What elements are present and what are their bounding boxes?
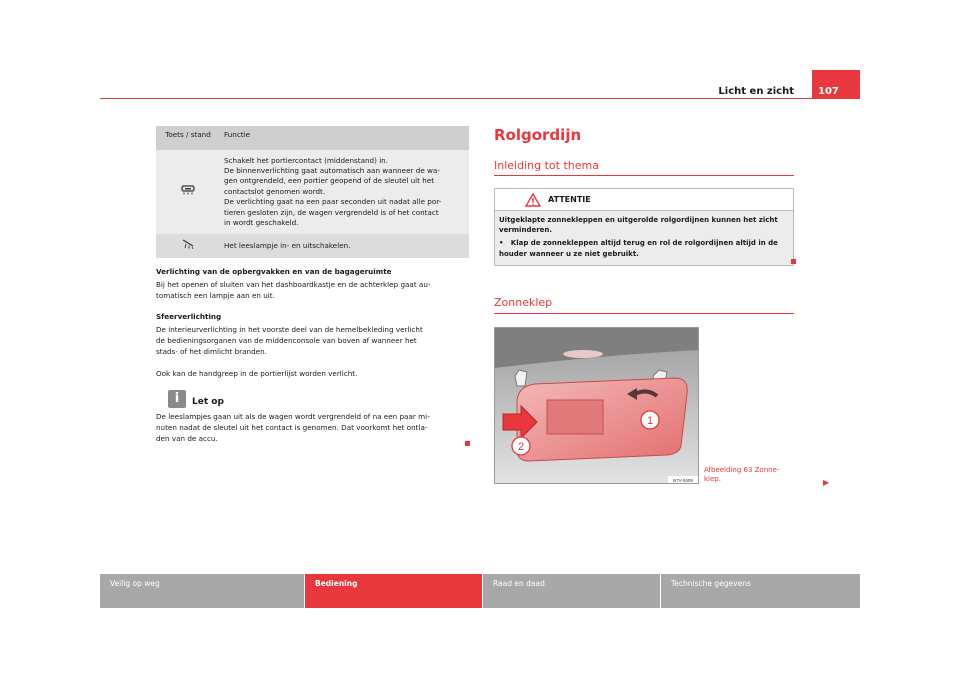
footer-tab-raad-en-daad[interactable]: [483, 574, 660, 608]
warning-label: ATTENTIE: [548, 195, 591, 204]
caption-line: klep.: [704, 475, 721, 483]
footer-tab-label: Technische gegevens: [671, 579, 751, 588]
table-header-switch: [156, 126, 220, 150]
callout-1: 1: [646, 415, 654, 427]
continue-arrow-icon: ▶: [823, 478, 830, 487]
footer-tab-bediening[interactable]: [305, 574, 482, 608]
section-end-marker: [791, 259, 796, 264]
table-cell-line: De binnenverlichting gaat automatisch aan wanneer de wa-: [224, 165, 440, 175]
intro-heading: Inleiding tot thema: [494, 159, 599, 172]
body-line: tomatisch een lampje aan en uit.: [156, 291, 275, 300]
table-cell-line: contactslot genomen wordt.: [224, 186, 326, 196]
warning-bullet-line: Klap de zonnekleppen altijd terug en rol de rolgordijnen altijd in de: [510, 239, 778, 248]
bullet-icon: •: [499, 239, 511, 248]
warning-bullet-line: houder wanneer u ze niet gebruikt.: [499, 249, 639, 258]
body-line: stads- of het dimlicht branden.: [156, 347, 267, 356]
section-title: Rolgordijn: [494, 126, 582, 144]
table-header-function: [220, 126, 469, 150]
figure-caption: [704, 466, 779, 484]
footer-tab-label: Bediening: [315, 579, 358, 588]
table-cell-line: De verlichting gaat na een paar seconden uit nadat alle por-: [224, 197, 442, 207]
note-line: nuten nadat de sleutel uit het contact is genomen. Dat voorkomt het ontla-: [156, 423, 428, 432]
body-line: De interieurverlichting in het voorste deel van de hemelbekleding verlicht: [156, 325, 423, 334]
header-rule: [100, 98, 860, 99]
footer-tab-veilig-op-weg[interactable]: [100, 574, 304, 608]
storage-lighting-heading: Verlichting van de opbergvakken en van de bagageruimte: [156, 267, 392, 276]
table-cell-line: tieren gesloten zijn, de wagen vergrendeld is of het contact: [224, 207, 439, 217]
warning-box: [494, 188, 794, 266]
note-title: Let op: [192, 397, 224, 407]
note-info-icon: i: [168, 390, 186, 408]
footer-tab-technische-gegevens[interactable]: [661, 574, 860, 608]
heading-rule: [494, 175, 794, 176]
table-row: [156, 234, 469, 258]
footer-tab-label: Veilig op weg: [110, 579, 160, 588]
chapter-title: Licht en zicht: [718, 86, 794, 97]
ambient-lighting-heading: Sfeerverlichting: [156, 312, 222, 321]
col2-header-label: Functie: [224, 130, 251, 139]
callout-2: 2: [517, 441, 525, 453]
reading-lamp-icon: [181, 239, 195, 249]
note-line: De leeslampjes gaan uit als de wagen wordt vergrendeld of na een paar mi-: [156, 412, 430, 421]
body-line: Bij het openen of sluiten van het dashboardkastje en de achterklep gaat au-: [156, 280, 431, 289]
table-cell-line: in wordt geschakeld.: [224, 218, 299, 228]
table-cell-line: gen ontgrendeld, een portier geopend of de sleutel uit het: [224, 176, 435, 186]
warning-triangle-icon: [525, 193, 541, 207]
heading-rule: [494, 313, 794, 314]
door-contact-icon: [181, 185, 195, 195]
note-line: den van de accu.: [156, 434, 218, 443]
warning-line: Uitgeklapte zonnekleppen en uitgerolde rolgordijnen kunnen het zicht: [499, 216, 778, 224]
table-cell-line: Schakelt het portiercontact (middenstand) in.: [224, 155, 389, 165]
page-number: 107: [812, 70, 860, 99]
switch-function-table: [156, 126, 469, 258]
table-cell-line: Het leeslampje in- en uitschakelen.: [224, 240, 351, 250]
figure-code: B7V-0408: [673, 478, 693, 483]
sun-visor-figure: [494, 327, 699, 484]
footer-tab-label: Raad en daad: [493, 579, 545, 588]
col1-header-label: Toets / stand: [165, 130, 211, 139]
visor-heading: Zonneklep: [494, 296, 553, 309]
table-row: [156, 150, 469, 234]
body-line: de bedieningsorganen van de middenconsole van boven af wanneer het: [156, 336, 417, 345]
sun-visor-illustration: [495, 328, 699, 484]
caption-line: Afbeelding 63 Zonne-: [704, 466, 780, 474]
body-line: Ook kan de handgreep in de portierlijst worden verlicht.: [156, 369, 358, 378]
warning-line: verminderen.: [499, 226, 553, 235]
section-end-marker: [465, 441, 470, 446]
